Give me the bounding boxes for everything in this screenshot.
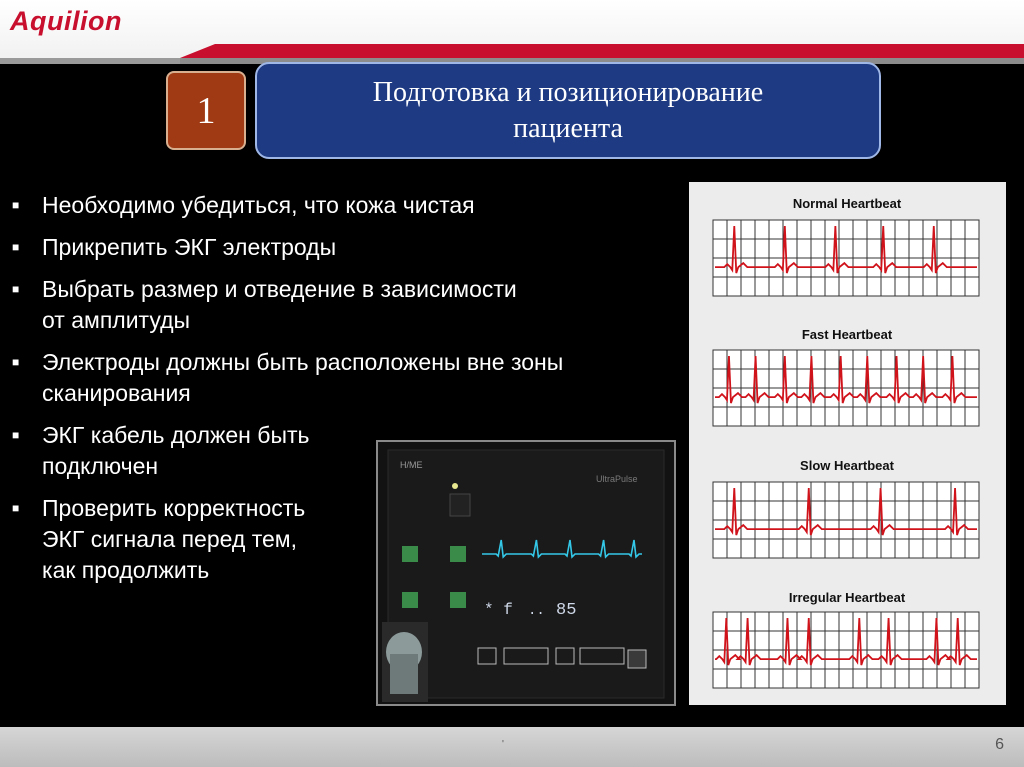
- ecg-monitor-image: [376, 440, 676, 706]
- list-item: [10, 190, 700, 221]
- square-bullet-icon: ■: [12, 240, 20, 254]
- ecg-strips-svg: [689, 182, 1006, 705]
- ecg-monitor-screen: [378, 442, 674, 704]
- list-item-text-continued: ЭКГ сигнала перед тем,: [42, 526, 298, 552]
- slide-header: [0, 0, 1024, 64]
- list-item-text-continued: подключен: [42, 453, 159, 479]
- list-item-text: Необходимо убедиться, что кожа чистая: [42, 192, 475, 218]
- list-item-text: Прикрепить ЭКГ электроды: [42, 234, 337, 260]
- list-item: [10, 274, 700, 336]
- square-bullet-icon: ■: [12, 198, 20, 212]
- monitor-brand: H/ME: [400, 460, 423, 470]
- list-item-text-continued: от амплитуды: [42, 307, 191, 333]
- list-item-text: Выбрать размер и отведение в зависимости: [42, 276, 517, 302]
- square-bullet-icon: ■: [12, 428, 20, 442]
- strip-label-normal: Normal Heartbeat: [792, 196, 902, 211]
- square-bullet-icon: ■: [12, 282, 20, 296]
- monitor-button: [450, 546, 466, 562]
- step-number: 1: [196, 89, 216, 132]
- ecg-strip-slow: [713, 482, 979, 558]
- step-number-badge: [166, 71, 246, 150]
- monitor-icon: [628, 650, 646, 668]
- slide-footer: [0, 727, 1024, 767]
- list-item: [10, 232, 700, 263]
- square-bullet-icon: ■: [12, 501, 20, 515]
- strip-label-irregular: Irregular Heartbeat: [788, 590, 906, 605]
- ecg-strip-fast: [713, 350, 979, 426]
- list-item-text-continued: как продолжить: [42, 557, 210, 583]
- strip-label-slow: Slow Heartbeat: [800, 458, 894, 473]
- list-item-text: ЭКГ кабель должен быть: [42, 422, 310, 448]
- list-item-text: Проверить корректность: [42, 495, 306, 521]
- ecg-strip-irregular: [713, 612, 979, 688]
- monitor-heart-rate: 85: [556, 601, 577, 620]
- monitor-button: [402, 546, 418, 562]
- slide-title-line2: пациента: [513, 112, 623, 144]
- monitor-button: [402, 592, 418, 608]
- list-item-text: Электроды должны быть расположены вне зоны: [42, 349, 564, 375]
- slide-title-line1: Подготовка и позиционирование: [372, 76, 764, 108]
- slide-title-box: [255, 62, 881, 159]
- square-bullet-icon: ■: [12, 355, 20, 369]
- aquilion-logo: Aquilion: [10, 6, 122, 36]
- monitor-button: [450, 592, 466, 608]
- strip-label-fast: Fast Heartbeat: [801, 327, 893, 342]
- monitor-readout-left: * f: [484, 601, 513, 619]
- page-number: 6: [995, 736, 1004, 753]
- list-item-text-continued: сканирования: [42, 380, 191, 406]
- monitor-readout-mid: ..: [528, 603, 545, 619]
- ecg-reference-panel: [689, 182, 1006, 705]
- ecg-strip-normal: [713, 220, 979, 296]
- footer-mark: ': [502, 739, 504, 750]
- list-item: [10, 347, 700, 409]
- monitor-model: UltraPulse: [596, 474, 638, 484]
- header-red-band: [0, 44, 1024, 64]
